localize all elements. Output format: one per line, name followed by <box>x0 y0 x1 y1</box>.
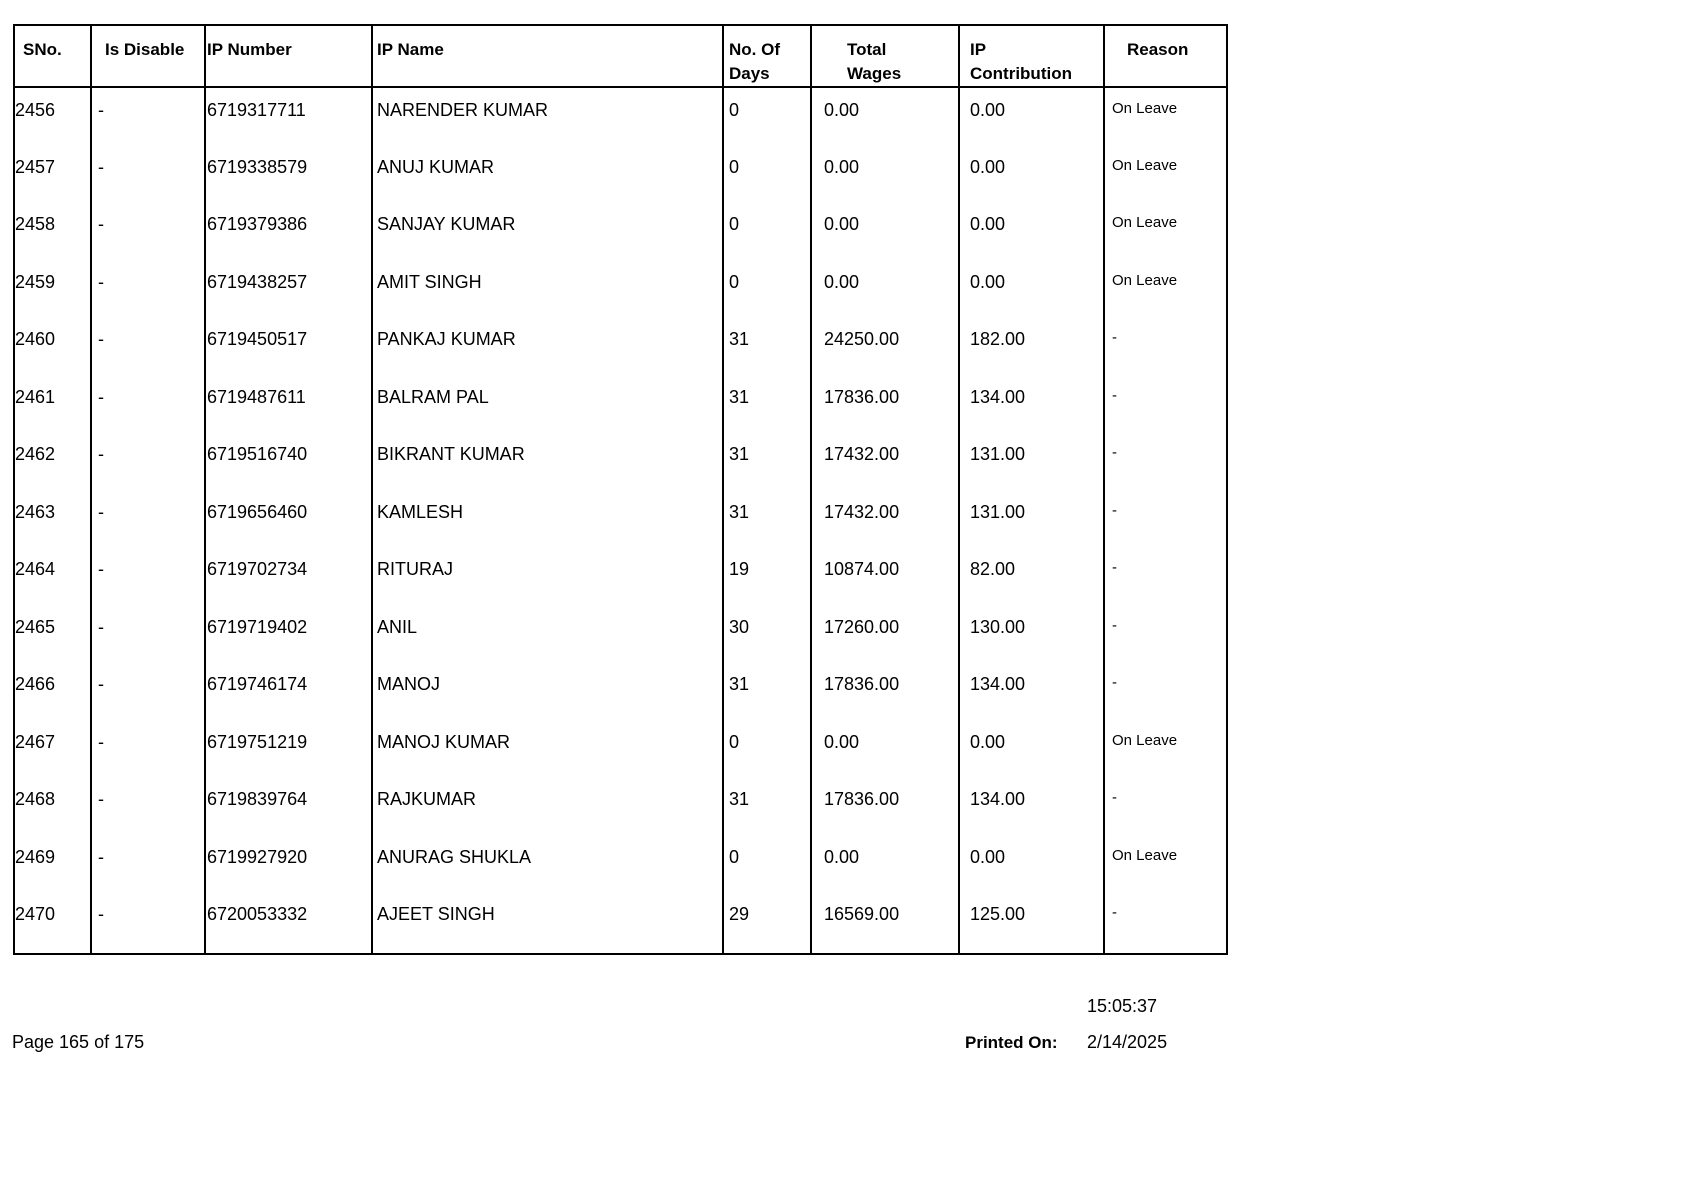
cell-is-disable: - <box>91 87 205 145</box>
cell-ip-contribution: 134.00 <box>959 375 1104 433</box>
cell-total-wages: 0.00 <box>811 145 959 203</box>
cell-no-of-days: 29 <box>723 892 811 954</box>
cell-is-disable: - <box>91 260 205 318</box>
table-row <box>14 835 1227 893</box>
cell-is-disable: - <box>91 892 205 954</box>
cell-ip-contribution: 134.00 <box>959 777 1104 835</box>
cell-sno: 2461 <box>14 375 91 433</box>
cell-reason: On Leave <box>1104 87 1227 145</box>
cell-ip-contribution: 0.00 <box>959 202 1104 260</box>
cell-reason: On Leave <box>1104 145 1227 203</box>
cell-total-wages: 0.00 <box>811 202 959 260</box>
cell-no-of-days: 0 <box>723 720 811 778</box>
cell-ip-number: 6719656460 <box>205 490 372 548</box>
table-row <box>14 605 1227 663</box>
cell-no-of-days: 31 <box>723 490 811 548</box>
cell-sno: 2458 <box>14 202 91 260</box>
cell-total-wages: 10874.00 <box>811 547 959 605</box>
cell-total-wages: 0.00 <box>811 87 959 145</box>
cell-is-disable: - <box>91 605 205 663</box>
cell-total-wages: 17432.00 <box>811 490 959 548</box>
cell-no-of-days: 31 <box>723 375 811 433</box>
printed-date: 2/14/2025 <box>1087 1032 1168 1052</box>
cell-ip-contribution: 134.00 <box>959 662 1104 720</box>
cell-sno: 2468 <box>14 777 91 835</box>
cell-ip-name: AJEET SINGH <box>372 892 723 954</box>
cell-ip-number: 6719839764 <box>205 777 372 835</box>
cell-ip-number: 6719702734 <box>205 547 372 605</box>
cell-is-disable: - <box>91 317 205 375</box>
cell-ip-contribution: 130.00 <box>959 605 1104 663</box>
cell-no-of-days: 0 <box>723 260 811 318</box>
cell-is-disable: - <box>91 432 205 490</box>
cell-sno: 2467 <box>14 720 91 778</box>
cell-reason: - <box>1104 375 1227 433</box>
printed-on-label: Printed On: <box>965 1033 1058 1052</box>
cell-sno: 2463 <box>14 490 91 548</box>
cell-total-wages: 17432.00 <box>811 432 959 490</box>
cell-ip-name: MANOJ KUMAR <box>372 720 723 778</box>
table-row <box>14 202 1227 260</box>
header-ip-contribution: IP Contribution <box>959 25 1104 87</box>
cell-total-wages: 0.00 <box>811 720 959 778</box>
cell-is-disable: - <box>91 375 205 433</box>
table-body <box>14 87 1227 954</box>
table-row <box>14 547 1227 605</box>
cell-is-disable: - <box>91 202 205 260</box>
table-row <box>14 892 1227 954</box>
cell-ip-number: 6720053332 <box>205 892 372 954</box>
cell-ip-contribution: 131.00 <box>959 490 1104 548</box>
cell-ip-contribution: 82.00 <box>959 547 1104 605</box>
cell-sno: 2460 <box>14 317 91 375</box>
cell-ip-number: 6719317711 <box>205 87 372 145</box>
cell-ip-number: 6719751219 <box>205 720 372 778</box>
cell-ip-contribution: 182.00 <box>959 317 1104 375</box>
table-row <box>14 87 1227 145</box>
cell-no-of-days: 31 <box>723 317 811 375</box>
cell-ip-contribution: 0.00 <box>959 720 1104 778</box>
cell-reason: On Leave <box>1104 202 1227 260</box>
cell-reason: - <box>1104 490 1227 548</box>
cell-no-of-days: 31 <box>723 777 811 835</box>
table-row <box>14 777 1227 835</box>
cell-ip-name: BIKRANT KUMAR <box>372 432 723 490</box>
cell-total-wages: 0.00 <box>811 260 959 318</box>
cell-ip-name: PANKAJ KUMAR <box>372 317 723 375</box>
cell-sno: 2464 <box>14 547 91 605</box>
cell-reason: - <box>1104 547 1227 605</box>
cell-ip-contribution: 0.00 <box>959 145 1104 203</box>
header-no-of-days: No. Of Days <box>723 25 811 87</box>
table-row <box>14 375 1227 433</box>
cell-ip-contribution: 0.00 <box>959 835 1104 893</box>
cell-no-of-days: 31 <box>723 432 811 490</box>
cell-reason: On Leave <box>1104 835 1227 893</box>
cell-no-of-days: 31 <box>723 662 811 720</box>
cell-is-disable: - <box>91 490 205 548</box>
printed-time: 15:05:37 <box>1087 996 1158 1016</box>
cell-sno: 2469 <box>14 835 91 893</box>
table-row <box>14 720 1227 778</box>
cell-ip-contribution: 0.00 <box>959 260 1104 318</box>
cell-total-wages: 0.00 <box>811 835 959 893</box>
cell-no-of-days: 0 <box>723 202 811 260</box>
cell-ip-name: KAMLESH <box>372 490 723 548</box>
cell-total-wages: 17836.00 <box>811 375 959 433</box>
cell-ip-name: MANOJ <box>372 662 723 720</box>
cell-reason: On Leave <box>1104 260 1227 318</box>
table-row <box>14 145 1227 203</box>
cell-ip-number: 6719719402 <box>205 605 372 663</box>
cell-reason: - <box>1104 605 1227 663</box>
table-row <box>14 317 1227 375</box>
cell-total-wages: 24250.00 <box>811 317 959 375</box>
cell-ip-name: ANURAG SHUKLA <box>372 835 723 893</box>
cell-ip-number: 6719450517 <box>205 317 372 375</box>
header-ip-name: IP Name <box>372 25 723 87</box>
cell-no-of-days: 19 <box>723 547 811 605</box>
cell-reason: - <box>1104 317 1227 375</box>
contribution-table <box>13 24 1228 955</box>
header-ip-number: IP Number <box>205 25 372 87</box>
cell-ip-name: AMIT SINGH <box>372 260 723 318</box>
cell-no-of-days: 0 <box>723 835 811 893</box>
cell-ip-name: ANUJ KUMAR <box>372 145 723 203</box>
cell-ip-name: RITURAJ <box>372 547 723 605</box>
header-is-disable: Is Disable <box>91 25 205 87</box>
cell-ip-contribution: 125.00 <box>959 892 1104 954</box>
cell-ip-number: 6719927920 <box>205 835 372 893</box>
table-row <box>14 260 1227 318</box>
cell-no-of-days: 30 <box>723 605 811 663</box>
table-row <box>14 490 1227 548</box>
cell-sno: 2462 <box>14 432 91 490</box>
cell-ip-number: 6719487611 <box>205 375 372 433</box>
cell-is-disable: - <box>91 662 205 720</box>
table-row <box>14 432 1227 490</box>
header-total-wages: Total Wages <box>811 25 959 87</box>
cell-reason: - <box>1104 662 1227 720</box>
cell-sno: 2470 <box>14 892 91 954</box>
cell-ip-name: ANIL <box>372 605 723 663</box>
page-number: Page 165 of 175 <box>12 1032 145 1052</box>
cell-ip-number: 6719338579 <box>205 145 372 203</box>
cell-ip-name: RAJKUMAR <box>372 777 723 835</box>
cell-total-wages: 17836.00 <box>811 777 959 835</box>
cell-sno: 2457 <box>14 145 91 203</box>
header-reason: Reason <box>1104 25 1227 87</box>
cell-reason: On Leave <box>1104 720 1227 778</box>
header-sno: SNo. <box>14 25 91 87</box>
cell-sno: 2466 <box>14 662 91 720</box>
cell-sno: 2456 <box>14 87 91 145</box>
cell-sno: 2465 <box>14 605 91 663</box>
cell-ip-number: 6719746174 <box>205 662 372 720</box>
cell-ip-name: NARENDER KUMAR <box>372 87 723 145</box>
cell-total-wages: 17260.00 <box>811 605 959 663</box>
cell-ip-number: 6719379386 <box>205 202 372 260</box>
cell-is-disable: - <box>91 777 205 835</box>
cell-is-disable: - <box>91 835 205 893</box>
cell-reason: - <box>1104 777 1227 835</box>
cell-total-wages: 17836.00 <box>811 662 959 720</box>
cell-is-disable: - <box>91 547 205 605</box>
cell-ip-name: BALRAM PAL <box>372 375 723 433</box>
cell-is-disable: - <box>91 720 205 778</box>
cell-sno: 2459 <box>14 260 91 318</box>
cell-ip-contribution: 0.00 <box>959 87 1104 145</box>
cell-reason: - <box>1104 892 1227 954</box>
table-row <box>14 662 1227 720</box>
cell-no-of-days: 0 <box>723 87 811 145</box>
cell-ip-number: 6719516740 <box>205 432 372 490</box>
cell-ip-contribution: 131.00 <box>959 432 1104 490</box>
table-header-row <box>14 25 1227 87</box>
cell-total-wages: 16569.00 <box>811 892 959 954</box>
cell-is-disable: - <box>91 145 205 203</box>
cell-ip-name: SANJAY KUMAR <box>372 202 723 260</box>
cell-no-of-days: 0 <box>723 145 811 203</box>
cell-reason: - <box>1104 432 1227 490</box>
cell-ip-number: 6719438257 <box>205 260 372 318</box>
